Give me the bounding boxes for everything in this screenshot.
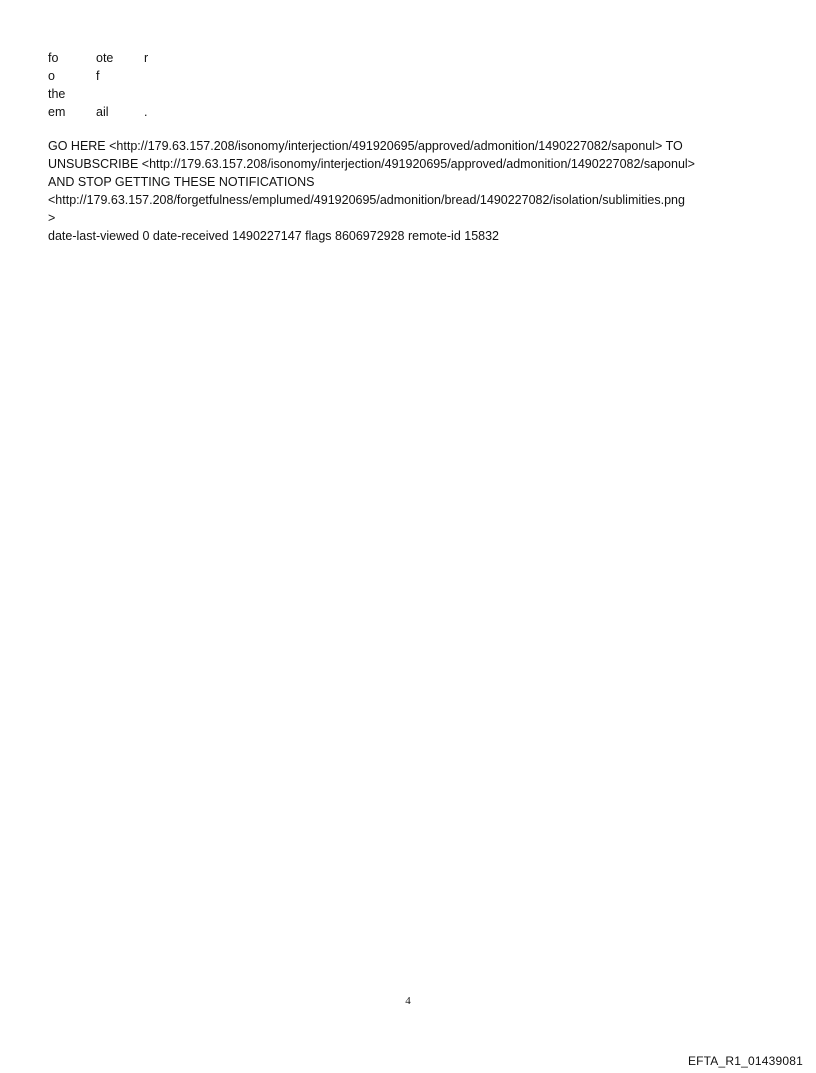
- body-line: <http://179.63.157.208/forgetfulness/emplumed/491920695/admonition/bread/1490227082/isolation/sublimities.png: [48, 193, 685, 207]
- fragment-text: the: [48, 87, 66, 101]
- email-body-text: [48, 137, 773, 245]
- page-number: 4: [405, 995, 411, 1007]
- fragment-text: ail: [96, 105, 109, 119]
- fragment-text: f: [96, 69, 100, 83]
- bates-number: EFTA_R1_01439081: [687, 1054, 803, 1068]
- metadata-line: date-last-viewed 0 date-received 1490227147 flags 8606972928 remote-id 15832: [48, 229, 500, 243]
- body-line: AND STOP GETTING THESE NOTIFICATIONS: [48, 175, 315, 189]
- body-line: UNSUBSCRIBE <http://179.63.157.208/isonomy/interjection/491920695/approved/admonition/1490227082/saponul>: [48, 157, 695, 171]
- fragment-text: fo: [48, 51, 59, 65]
- fragment-text: ote: [96, 51, 114, 65]
- body-line: GO HERE <http://179.63.157.208/isonomy/interjection/491920695/approved/admonition/1490227082/saponul> TO: [48, 139, 683, 153]
- body-line: >: [48, 211, 56, 225]
- fragment-text: r: [144, 51, 149, 65]
- fragment-text: em: [48, 105, 66, 119]
- fragment-text: .: [144, 105, 148, 119]
- fragment-text: o: [48, 69, 55, 83]
